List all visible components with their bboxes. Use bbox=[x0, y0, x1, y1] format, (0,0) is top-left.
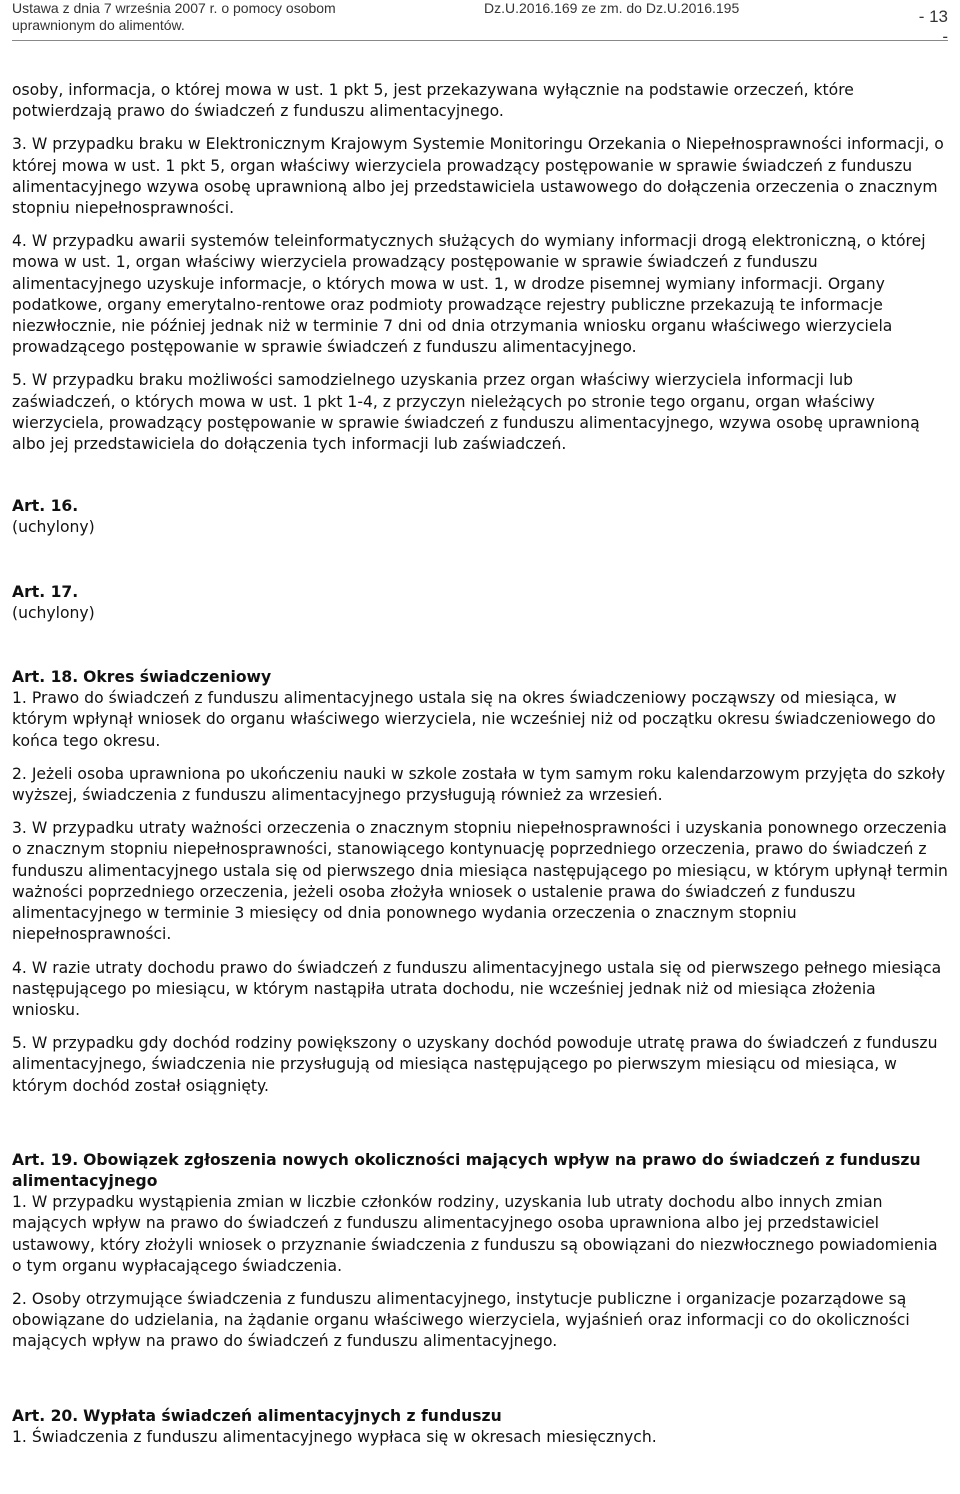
article-20-title: Wypłata świadczeń alimentacyjnych z funduszu bbox=[83, 1406, 502, 1425]
article-17-heading bbox=[12, 582, 948, 603]
article-17-number: Art. 17. bbox=[12, 582, 79, 601]
article-18-title: Okres świadczeniowy bbox=[83, 668, 272, 687]
article-20 bbox=[12, 1406, 948, 1448]
journal-reference: Dz.U.2016.169 ze zm. do Dz.U.2016.195 bbox=[484, 0, 740, 16]
article-19-heading bbox=[12, 1150, 948, 1192]
paragraph-3: 3. W przypadku braku w Elektronicznym Krajowym Systemie Monitoringu Orzekania o Niepełnosprawności informacji, o której mowa w ust. 1 pkt 5, organ właściwy wierzyciela prowadzący postępowanie w sprawie świadczeń z funduszu alimentacyjnego wzywa osobę uprawnioną albo jej przedstawiciela ustawowego do dołączenia orzeczenia o znacznym stopniu niepełnosprawności. bbox=[12, 135, 944, 218]
article-20-paragraph-1: 1. Świadczenia z funduszu alimentacyjnego wypłaca się w okresach miesięcznych. bbox=[12, 1427, 657, 1446]
article-16 bbox=[12, 496, 948, 538]
paragraph-4: 4. W przypadku awarii systemów teleinformatycznych służących do wymiany informacji drogą elektroniczną, o której mowa w ust. 1, organ właściwy wierzyciela prowadzący postępowanie w sprawie świadczeń z funduszu alimentacyjnego uzyskuje informacje, o których mowa w ust. 1, w drodze pisemnej wymiany informacji. Organy podatkowe, organy emerytalno-rentowe oraz podmioty prowadzące rejestry publiczne przekazują te informacje niezwłocznie, nie później jednak niż w terminie 7 dni od dnia otrzymania wniosku organu właściwego wierzyciela prowadzącego postępowanie w sprawie świadczeń z funduszu alimentacyjnego. bbox=[12, 232, 926, 357]
document-title-line2: uprawnionym do alimentów. bbox=[12, 17, 185, 33]
article-19-number: Art. 19. bbox=[12, 1150, 79, 1169]
article-18-paragraph-1: 1. Prawo do świadczeń z funduszu alimentacyjnego ustala się na okres świadczeniowy począwszy od miesiąca, w którym wpłynął wniosek do organu właściwego wierzyciela, nie wcześniej niż od początku okresu świadczeniowego do końca tego okresu. bbox=[12, 689, 936, 750]
article-20-number: Art. 20. bbox=[12, 1406, 79, 1425]
article-18 bbox=[12, 667, 948, 1097]
article-19-title: Obowiązek zgłoszenia nowych okoliczności mających wpływ na prawo do świadczeń z funduszu alimentacyjnego bbox=[12, 1150, 921, 1190]
article-17-status: (uchylony) bbox=[12, 603, 95, 622]
article-16-number: Art. 16. bbox=[12, 497, 79, 516]
article-19 bbox=[12, 1150, 948, 1353]
paragraph-intro: osoby, informacja, o której mowa w ust. 1 pkt 5, jest przekazywana wyłącznie na podstawie orzeczeń, które potwierdzają prawo do świadczeń z funduszu alimentacyjnego. bbox=[12, 81, 854, 121]
page-number-value: - 13 bbox=[918, 7, 948, 26]
article-18-paragraph-3: 3. W przypadku utraty ważności orzeczenia o znacznym stopniu niepełnosprawności i uzyskania ponownego orzeczenia o znacznym stopniu niepełnosprawności, stanowiącego kontynuację poprzedniego orzeczenia, prawo do świadczeń z funduszu alimentacyjnego ustala się od pierwszego dnia miesiąca następującego po miesiącu, w którym upłynął termin ważności poprzedniego orzeczenia, jeżeli osoba złożyła wniosek o ustalenie prawa do świadczeń z funduszu alimentacyjnego w terminie 3 miesięcy od dnia ponownego wydania orzeczenia o znacznym stopniu niepełnosprawności. bbox=[12, 819, 948, 944]
article-18-paragraph-4: 4. W razie utraty dochodu prawo do świadczeń z funduszu alimentacyjnego ustala się od pierwszego pełnego miesiąca następującego po miesiącu, w którym nastąpiła utrata dochodu, nie wcześniej jednak niż od miesiąca złożenia wniosku. bbox=[12, 958, 942, 1019]
article-18-heading bbox=[12, 667, 948, 688]
article-20-heading bbox=[12, 1406, 948, 1427]
page-number bbox=[919, 7, 948, 47]
article-16-status: (uchylony) bbox=[12, 518, 95, 537]
page-number-dash: - bbox=[942, 27, 948, 46]
page-header bbox=[12, 0, 948, 46]
article-17 bbox=[12, 582, 948, 624]
article-18-number: Art. 18. bbox=[12, 668, 79, 687]
document-title-line1: Ustawa z dnia 7 września 2007 r. o pomocy osobom bbox=[12, 0, 336, 16]
article-19-paragraph-2: 2. Osoby otrzymujące świadczenia z funduszu alimentacyjnego, instytucje publiczne i organizacje pozarządowe są obowiązane do udzielania, na żądanie organu właściwego wierzyciela, wyjaśnień oraz informacji co do okoliczności mających wpływ na prawo do świadczeń z funduszu alimentacyjnego. bbox=[12, 1289, 910, 1351]
paragraph-5: 5. W przypadku braku możliwości samodzielnego uzyskania przez organ właściwy wierzyciela informacji lub zaświadczeń, o których mowa w ust. 1 pkt 1-4, z przyczyn nieleżących po stronie tego organu, organ właściwy wierzyciela, prowadzący postępowanie w sprawie świadczeń z funduszu alimentacyjnego, wzywa osobę uprawnioną albo jej przedstawiciela do dołączenia tych informacji lub zaświadczeń. bbox=[12, 371, 920, 454]
article-19-paragraph-1: 1. W przypadku wystąpienia zmian w liczbie członków rodziny, uzyskania lub utraty dochodu albo innych zmian mających wpływ na prawo do świadczeń z funduszu alimentacyjnego osoba uprawniona albo jej przedstawiciel ustawowy, który złożyli wniosek o przyznanie świadczenia z funduszu są obowiązani do niezwłocznego powiadomienia o tym organu wypłacającego świadczenia. bbox=[12, 1193, 938, 1275]
document-body bbox=[12, 80, 948, 1448]
article-18-paragraph-5: 5. W przypadku gdy dochód rodziny powiększony o uzyskany dochód powoduje utratę prawa do świadczeń z funduszu alimentacyjnego, świadczenia nie przysługują od miesiąca następującego po pierwszym miesiącu od miesiąca, w którym dochód został osiągnięty. bbox=[12, 1034, 938, 1095]
article-16-heading bbox=[12, 496, 948, 517]
document-title bbox=[12, 0, 412, 34]
article-18-paragraph-2: 2. Jeżeli osoba uprawniona po ukończeniu nauki w szkole została w tym samym roku kalendarzowym przyjęta do szkoły wyższej, świadczenia z funduszu alimentacyjnego przysługują również za wrzesień. bbox=[12, 764, 946, 805]
